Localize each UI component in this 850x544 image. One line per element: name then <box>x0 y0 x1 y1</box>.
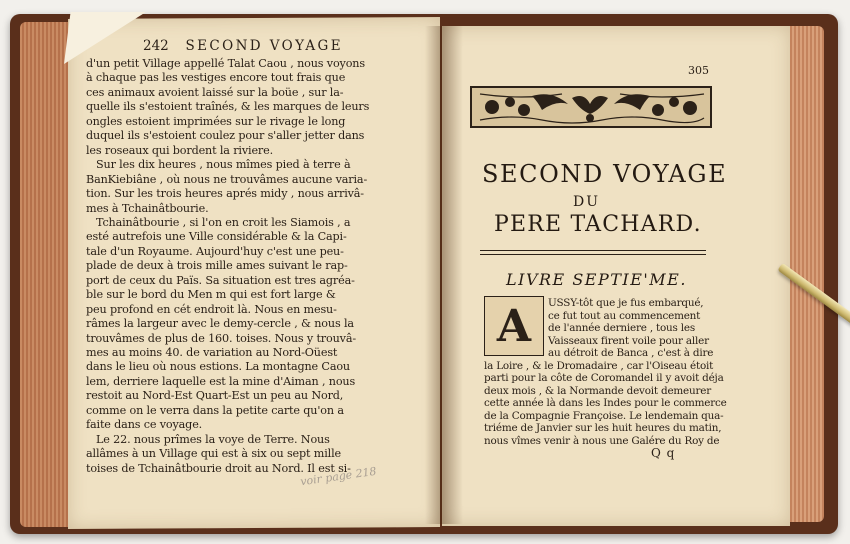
text-line: mes à Tchainâtbourie. <box>86 201 209 215</box>
text-line: parti pour la côte de Coromandel il y avoit déja <box>484 372 724 384</box>
catchword: Q q <box>651 446 676 460</box>
text-line: duquel ils s'estoient coulez pour s'aller jetter dans <box>86 129 365 143</box>
book-title-line-3: PERE TACHARD. <box>494 212 702 237</box>
text-line: mes au moins 40. de variation au Nord-Oüest <box>86 346 338 359</box>
left-running-title: SECOND VOYAGE <box>185 38 343 54</box>
text-line: les roseaux qui bordent la riviere. <box>86 143 273 157</box>
text-line: allâmes à un Village qui est à six ou sept mille <box>86 447 342 461</box>
text-line: port de ceux du Païs. Sa situation est tres agréa- <box>86 273 355 287</box>
text-line: la Loire , & le Dromadaire , car l'Oiseau étoit <box>484 359 714 372</box>
text-line: à chaque pas les vestiges encore tout frais que <box>86 71 346 85</box>
left-page-number: 242 <box>143 38 169 54</box>
text-line: tion. Sur les trois heures aprés midy , nous arrivâ- <box>86 187 364 201</box>
text-line: faite dans ce voyage. <box>86 418 203 432</box>
text-line: quelle ils s'estoient traînés, & les marques de leurs <box>86 100 370 114</box>
text-line: ble sur le bord du Men m qui est fort large & <box>86 288 336 302</box>
ornament-headpiece <box>470 86 712 128</box>
text-line: nous vîmes venir à nous une Galére du Roy de <box>484 434 720 447</box>
text-line: dans le lieu où nous estions. La montagne Caou <box>86 360 350 374</box>
text-line: Tchainâtbourie , si l'on en croit les Siamois , a <box>96 215 351 229</box>
book-title-line-1: SECOND VOYAGE <box>482 160 728 188</box>
text-line: BanKiebiâne , où nous ne trouvâmes aucune varia- <box>86 172 368 186</box>
text-line: Sur les dix heures , nous mîmes pied à terre à <box>96 158 351 172</box>
drop-cap-letter: A <box>496 300 532 352</box>
title-rule-thin <box>480 254 706 255</box>
text-line: USSY-tôt que je fus embarqué, <box>548 297 704 309</box>
text-line: triéme de Janvier sur les huit heures du matin, <box>484 422 722 434</box>
text-line: lem, derriere laquelle est la mine d'Aiman , nous <box>86 374 356 388</box>
text-line: deux mois , & la Normande devoit demeurer <box>484 384 711 397</box>
text-line: trouvâmes de plus de 160. toises. Nous y trouvâ- <box>86 331 356 345</box>
title-rule <box>480 250 706 251</box>
text-line: restoit au Nord-Est Quart-Est un peu au Nord, <box>86 389 344 403</box>
text-line: au détroit de Banca , c'est à dire <box>548 347 714 359</box>
pencil-note: voir page 218 <box>299 464 378 489</box>
text-line: râmes la largeur avec le demy-cercle , & nous la <box>86 317 354 331</box>
text-line: peu profond en cét endroit là. Nous en mesu- <box>86 302 337 316</box>
left-running-head <box>143 38 343 54</box>
text-line: plade de deux à trois mille ames suivant le rap- <box>86 259 348 273</box>
text-line: toises de Tchainâtbourie droit au Nord. Il est si- <box>86 461 351 475</box>
decorated-initial <box>484 296 544 356</box>
text-line: d'un petit Village appellé Talat Caou , nous voyons <box>86 57 365 70</box>
book-title-line-2: DU <box>573 194 601 210</box>
book-gutter <box>425 26 463 524</box>
text-line: esté autrefois une Ville considérable & la Capi- <box>86 230 347 244</box>
text-line: comme on le verra dans la petite carte qu'on a <box>86 403 344 417</box>
right-page-number: 305 <box>688 64 709 77</box>
text-line: de l'année derniere , tous les <box>548 322 695 334</box>
text-line: Le 22. nous prîmes la voye de Terre. Nous <box>96 432 330 446</box>
text-line: ces animaux avoient laissé sur la boüe , sur la- <box>86 85 344 99</box>
text-line: de la Compagnie Françoise. Le lendemain qua- <box>484 409 724 422</box>
text-line: cette année là dans les Indes pour le commerce <box>484 397 727 409</box>
text-line: ongles estoient imprimées sur le rivage le long <box>86 114 346 128</box>
chapter-heading: LIVRE SEPTIE'ME. <box>506 270 687 289</box>
text-line: tale d'un Royaume. Aujourd'huy c'est une peu- <box>86 244 344 258</box>
text-line: ce fut tout au commencement <box>548 309 701 322</box>
text-line: Vaisseaux firent voile pour aller <box>548 334 709 347</box>
